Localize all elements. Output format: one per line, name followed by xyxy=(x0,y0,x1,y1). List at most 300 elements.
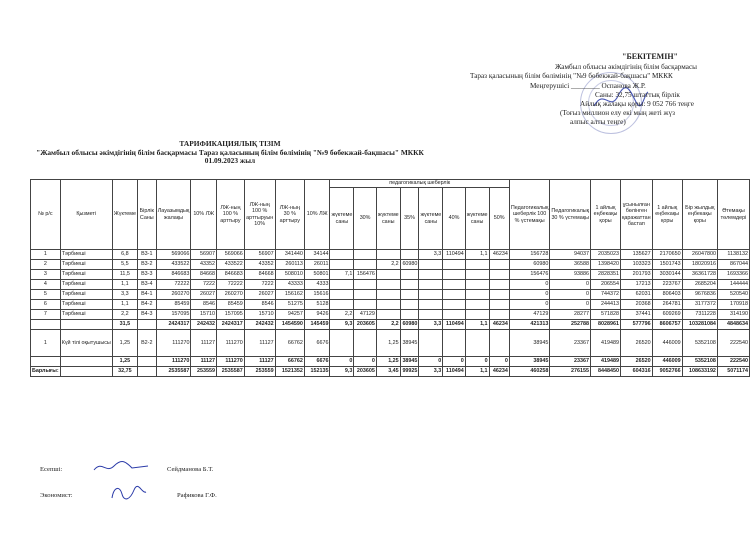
table-row xyxy=(31,300,750,310)
table-row xyxy=(31,330,750,357)
table-cell: 34144 xyxy=(304,250,330,260)
table-cell xyxy=(400,310,419,320)
table-cell: 3030144 xyxy=(652,270,682,280)
table-cell: 242432 xyxy=(191,320,217,330)
table-cell: 206554 xyxy=(591,280,621,290)
table-cell: B4-1 xyxy=(137,290,156,300)
title-line-3: 01.09.2023 жыл xyxy=(204,156,256,166)
table-cell: 569066 xyxy=(217,250,245,260)
table-cell: 6676 xyxy=(304,330,330,357)
table-cell: Барлығы: xyxy=(31,367,61,377)
table-cell: 60980 xyxy=(400,320,419,330)
document-title xyxy=(0,140,460,166)
table-cell: 2685204 xyxy=(682,280,717,290)
table-cell: 260270 xyxy=(156,290,191,300)
table-cell xyxy=(137,357,156,367)
table-cell: 94257 xyxy=(275,310,304,320)
table-cell: 1 xyxy=(31,330,61,357)
table-cell: 50801 xyxy=(304,270,330,280)
col-staff: Жүктеме xyxy=(112,180,137,250)
table-cell: 8028961 xyxy=(591,320,621,330)
table-row xyxy=(31,280,750,290)
table-cell: 604316 xyxy=(620,367,652,377)
table-cell: 0 xyxy=(354,357,377,367)
table-row xyxy=(31,320,750,330)
table-cell: 5071174 xyxy=(717,367,749,377)
table-cell xyxy=(330,290,354,300)
table-cell: 6,8 xyxy=(112,250,137,260)
table-row xyxy=(31,270,750,280)
table-cell xyxy=(419,270,443,280)
table-cell: 8546 xyxy=(244,300,275,310)
table-cell: 26027 xyxy=(191,290,217,300)
table-cell: 3,3 xyxy=(112,290,137,300)
table-cell: 1,1 xyxy=(465,250,489,260)
table-cell xyxy=(489,300,509,310)
table-cell: 31,5 xyxy=(112,320,137,330)
table-cell: Тәрбиеші xyxy=(60,300,112,310)
col-pct10: 10% ЛЖ xyxy=(191,180,217,250)
table-cell: 6676 xyxy=(304,357,330,367)
table-cell: 11127 xyxy=(244,357,275,367)
table-cell: 66762 xyxy=(275,357,304,367)
table-cell xyxy=(354,300,377,310)
table-cell xyxy=(354,250,377,260)
table-cell xyxy=(489,310,509,320)
table-cell xyxy=(376,280,400,290)
table-row xyxy=(31,260,750,270)
accountant-label: Есепші: xyxy=(40,466,63,473)
economist-label: Экономист: xyxy=(40,492,73,499)
table-cell: 26027 xyxy=(244,290,275,300)
table-cell: 5 xyxy=(31,290,61,300)
table-cell: 85459 xyxy=(156,300,191,310)
table-cell: 276155 xyxy=(550,367,591,377)
table-cell: 5352108 xyxy=(682,330,717,357)
table-cell xyxy=(400,300,419,310)
col-ped30: Педагогикалық 30 % үстемақы xyxy=(550,180,591,250)
table-cell: B3-2 xyxy=(137,260,156,270)
table-cell: Тәрбиеші xyxy=(60,250,112,260)
table-cell: 111270 xyxy=(156,330,191,357)
table-cell: 744372 xyxy=(591,290,621,300)
table-cell: 2170650 xyxy=(652,250,682,260)
table-cell xyxy=(31,357,61,367)
col-ped100: Педагогикалық шеберлік 100 % үстемақы xyxy=(509,180,550,250)
table-cell: 9,3 xyxy=(330,367,354,377)
table-cell: 37441 xyxy=(620,310,652,320)
table-cell: 46234 xyxy=(489,250,509,260)
table-cell: 46234 xyxy=(489,367,509,377)
table-cell: 7 xyxy=(31,310,61,320)
table-cell: 15710 xyxy=(244,310,275,320)
table-cell xyxy=(465,310,489,320)
table-cell: 7222 xyxy=(244,280,275,290)
table-cell: 223767 xyxy=(652,280,682,290)
table-cell: 56907 xyxy=(191,250,217,260)
table-cell xyxy=(330,330,354,357)
table-cell: 2,2 xyxy=(330,310,354,320)
table-cell: 5,5 xyxy=(112,260,137,270)
table-cell: 433522 xyxy=(156,260,191,270)
table-cell xyxy=(376,270,400,280)
table-cell: B4-3 xyxy=(137,310,156,320)
table-cell: 3,3 xyxy=(419,367,443,377)
table-cell: 23367 xyxy=(550,330,591,357)
table-cell xyxy=(354,290,377,300)
table-cell: 203605 xyxy=(354,367,377,377)
table-cell: 446009 xyxy=(652,357,682,367)
table-cell xyxy=(60,367,112,377)
table-cell: 1 xyxy=(31,250,61,260)
table-cell xyxy=(443,290,465,300)
table-cell: 0 xyxy=(550,290,591,300)
table-cell xyxy=(376,310,400,320)
table-cell xyxy=(330,260,354,270)
table-cell: 108633192 xyxy=(682,367,717,377)
col-num: № р/с xyxy=(31,180,61,250)
table-cell: 20368 xyxy=(620,300,652,310)
col-pct100b: ЛЖ-ның 100 % арттыруын 10% xyxy=(244,180,275,250)
table-cell xyxy=(330,250,354,260)
table-cell: 520540 xyxy=(717,290,749,300)
table-cell xyxy=(330,280,354,290)
table-cell: 244413 xyxy=(591,300,621,310)
table-cell: 1,25 xyxy=(112,330,137,357)
table-cell: 111270 xyxy=(217,330,245,357)
table-cell: 36361728 xyxy=(682,270,717,280)
table-cell: 569066 xyxy=(156,250,191,260)
col-pool: ұсынылған бөлінген қаражаттан бастап xyxy=(620,180,652,250)
table-cell: 0 xyxy=(550,300,591,310)
table-cell: 421313 xyxy=(509,320,550,330)
table-cell xyxy=(60,320,112,330)
table-cell: 3 xyxy=(31,270,61,280)
table-cell: 47129 xyxy=(509,310,550,320)
table-cell: 2,2 xyxy=(376,320,400,330)
table-cell: 222540 xyxy=(717,357,749,367)
approval-line-6: (Тоғыз миллион елу екі мың жеті жүз xyxy=(560,109,675,118)
table-cell: 56907 xyxy=(244,250,275,260)
table-cell: 46234 xyxy=(489,320,509,330)
table-cell xyxy=(489,270,509,280)
table-cell: 26047800 xyxy=(682,250,717,260)
table-cell: 3177372 xyxy=(682,300,717,310)
table-cell: 156476 xyxy=(509,270,550,280)
table-cell: 2,2 xyxy=(376,260,400,270)
table-cell: 4 xyxy=(31,280,61,290)
table-cell: 203605 xyxy=(354,320,377,330)
table-cell xyxy=(419,260,443,270)
table-cell: 60980 xyxy=(509,260,550,270)
table-cell: 0 xyxy=(509,290,550,300)
col-group-ped: педагогикалық шеберлік xyxy=(330,180,509,188)
table-cell: 110494 xyxy=(443,320,465,330)
approval-line-5: Айлық жалақы қоры: 9 052 766 теңге xyxy=(580,100,694,109)
table-cell: 28277 xyxy=(550,310,591,320)
tariff-table xyxy=(30,179,750,377)
table-cell: 144444 xyxy=(717,280,749,290)
col-monthly2: 1 айлық еңбекақы қоры xyxy=(652,180,682,250)
table-cell: 253559 xyxy=(191,367,217,377)
table-cell xyxy=(443,260,465,270)
table-cell xyxy=(443,300,465,310)
table-cell: 85459 xyxy=(217,300,245,310)
table-cell xyxy=(354,330,377,357)
table-cell: 11,5 xyxy=(112,270,137,280)
table-cell xyxy=(419,290,443,300)
table-cell: 8448450 xyxy=(591,367,621,377)
table-cell: 103323 xyxy=(620,260,652,270)
table-cell: 1138132 xyxy=(717,250,749,260)
col-pct10b: 10% ЛЖ xyxy=(304,180,330,250)
accountant-signature xyxy=(92,458,152,476)
table-cell: 8606757 xyxy=(652,320,682,330)
table-cell: 17213 xyxy=(620,280,652,290)
title-line-2: "Жамбыл облысы әкімдігінің білім басқармасы Тараз қаласының білім бөлімінің "№9 бөбекжай-бақшасы" МККК xyxy=(36,147,424,157)
table-cell xyxy=(465,300,489,310)
table-cell: 26520 xyxy=(620,357,652,367)
table-cell: 0 xyxy=(489,357,509,367)
approval-line-7: алпыс алты теңге) xyxy=(570,118,626,127)
table-row xyxy=(31,357,750,367)
table-cell: 157095 xyxy=(156,310,191,320)
table-cell xyxy=(31,320,61,330)
title-line-1: ТАРИФИКАЦИЯЛЫҚ ТІЗІМ xyxy=(179,139,281,148)
table-cell: Тәрбиеші xyxy=(60,270,112,280)
table-cell: 43352 xyxy=(244,260,275,270)
table-cell: 103281084 xyxy=(682,320,717,330)
table-cell: 0 xyxy=(443,357,465,367)
table-cell: 8546 xyxy=(191,300,217,310)
table-cell: 0 xyxy=(509,280,550,290)
table-cell: 99925 xyxy=(400,367,419,377)
table-cell: 460258 xyxy=(509,367,550,377)
col-load1: жүктеме саны xyxy=(330,188,354,250)
table-cell: 84668 xyxy=(191,270,217,280)
col-extra: Өтемақы төлемдері xyxy=(717,180,749,250)
table-cell: B2-2 xyxy=(137,330,156,357)
table-cell: 242432 xyxy=(244,320,275,330)
table-cell: 47129 xyxy=(354,310,377,320)
table-cell xyxy=(443,270,465,280)
approval-block xyxy=(470,52,745,128)
table-cell: 7311228 xyxy=(682,310,717,320)
table-cell: 32,75 xyxy=(112,367,137,377)
table-cell: 1,1 xyxy=(112,280,137,290)
table-cell: 0 xyxy=(419,357,443,367)
table-cell: 5128 xyxy=(304,300,330,310)
table-cell: 1501743 xyxy=(652,260,682,270)
table-cell: 260270 xyxy=(217,290,245,300)
table-cell: 571828 xyxy=(591,310,621,320)
table-cell: 846683 xyxy=(217,270,245,280)
col-p30: 30% xyxy=(354,188,377,250)
table-cell: 1,25 xyxy=(112,357,137,367)
approval-line-4: Саны: 32,75 штаттық бірлік xyxy=(595,90,680,99)
table-cell: 1,1 xyxy=(465,367,489,377)
table-cell: 222540 xyxy=(717,330,749,357)
table-cell xyxy=(400,270,419,280)
table-cell: 2535587 xyxy=(217,367,245,377)
table-cell: 6 xyxy=(31,300,61,310)
table-cell: 170918 xyxy=(717,300,749,310)
table-cell: 1521352 xyxy=(275,367,304,377)
table-cell xyxy=(465,260,489,270)
table-cell: 5352108 xyxy=(682,357,717,367)
table-cell: 253559 xyxy=(244,367,275,377)
table-cell: 51275 xyxy=(275,300,304,310)
table-cell xyxy=(419,330,443,357)
table-cell: 7,1 xyxy=(330,270,354,280)
table-cell: 314190 xyxy=(717,310,749,320)
table-cell: 18020916 xyxy=(682,260,717,270)
table-cell: 38945 xyxy=(400,330,419,357)
table-cell: 72222 xyxy=(156,280,191,290)
table-cell: 15710 xyxy=(191,310,217,320)
table-cell xyxy=(400,250,419,260)
table-cell xyxy=(137,367,156,377)
table-cell: 0 xyxy=(509,300,550,310)
table-cell: 1454590 xyxy=(275,320,304,330)
table-cell: 9052766 xyxy=(652,367,682,377)
table-cell xyxy=(489,260,509,270)
table-cell: 26011 xyxy=(304,260,330,270)
table-cell: 846683 xyxy=(156,270,191,280)
table-cell: 1693366 xyxy=(717,270,749,280)
table-cell: 152135 xyxy=(304,367,330,377)
table-cell: 264781 xyxy=(652,300,682,310)
table-cell: 3,3 xyxy=(419,320,443,330)
col-pct100a: ЛЖ-ның 100 % арттыру xyxy=(217,180,245,250)
table-cell xyxy=(465,290,489,300)
table-cell: 62031 xyxy=(620,290,652,300)
table-cell: 110494 xyxy=(443,367,465,377)
table-cell: 0 xyxy=(550,280,591,290)
col-p35: 35% xyxy=(400,188,419,250)
table-cell: 111270 xyxy=(217,357,245,367)
col-position: Қызметі xyxy=(60,180,112,250)
table-cell: 341440 xyxy=(275,250,304,260)
col-load4: жүктеме саны xyxy=(465,188,489,250)
table-cell: 252788 xyxy=(550,320,591,330)
table-cell xyxy=(443,280,465,290)
table-cell: 1,25 xyxy=(376,357,400,367)
table-cell: 36588 xyxy=(550,260,591,270)
table-cell: 84668 xyxy=(244,270,275,280)
table-cell: 145459 xyxy=(304,320,330,330)
table-cell: 3,45 xyxy=(376,367,400,377)
table-cell xyxy=(443,330,465,357)
table-cell: 4333 xyxy=(304,280,330,290)
table-cell: 135627 xyxy=(620,250,652,260)
table-row xyxy=(31,250,750,260)
table-cell: 2828351 xyxy=(591,270,621,280)
table-cell: 0 xyxy=(465,357,489,367)
table-cell: 2424317 xyxy=(217,320,245,330)
table-cell: 2 xyxy=(31,260,61,270)
table-cell xyxy=(400,280,419,290)
table-cell: 156476 xyxy=(354,270,377,280)
table-cell: 72222 xyxy=(217,280,245,290)
table-row xyxy=(31,310,750,320)
table-cell: 156728 xyxy=(509,250,550,260)
table-cell: 577796 xyxy=(620,320,652,330)
table-cell: 1398420 xyxy=(591,260,621,270)
table-cell: 38945 xyxy=(400,357,419,367)
table-cell: 7222 xyxy=(191,280,217,290)
table-cell: 60980 xyxy=(400,260,419,270)
table-cell: 0 xyxy=(330,357,354,367)
table-cell: Тәрбиеші xyxy=(60,280,112,290)
table-row xyxy=(31,367,750,377)
table-cell: Тәрбиеші xyxy=(60,290,112,300)
table-cell: 15616 xyxy=(304,290,330,300)
table-cell: 110494 xyxy=(443,250,465,260)
table-cell: 66762 xyxy=(275,330,304,357)
col-yearly: Бір жылдық еңбекақы қоры xyxy=(682,180,717,250)
table-cell: 419489 xyxy=(591,330,621,357)
col-load3: жүктеме саны xyxy=(419,188,443,250)
table-cell: 867044 xyxy=(717,260,749,270)
table-cell: 2424317 xyxy=(156,320,191,330)
table-cell xyxy=(376,290,400,300)
table-cell: 11127 xyxy=(244,330,275,357)
table-cell: B3-3 xyxy=(137,270,156,280)
table-cell: 11127 xyxy=(191,330,217,357)
accountant-name: Сейдманова Б.Т. xyxy=(167,466,214,473)
table-cell xyxy=(376,300,400,310)
table-cell xyxy=(489,330,509,357)
table-cell: 11127 xyxy=(191,357,217,367)
table-cell: 1,25 xyxy=(376,330,400,357)
table-cell: 3,3 xyxy=(419,250,443,260)
table-cell: 806403 xyxy=(652,290,682,300)
table-cell xyxy=(137,320,156,330)
table-cell xyxy=(400,290,419,300)
table-cell: 9,3 xyxy=(330,320,354,330)
table-cell xyxy=(354,280,377,290)
table-cell: B3-1 xyxy=(137,250,156,260)
table-cell: 2,2 xyxy=(112,310,137,320)
approval-line-2: Тараз қаласының білім бөлімінің "№9 бөбекжай-бақшасы" МККК xyxy=(470,72,673,81)
table-cell: 2535587 xyxy=(156,367,191,377)
approval-heading: "БЕКІТЕМІН" xyxy=(622,52,678,61)
table-cell: 260113 xyxy=(275,260,304,270)
table-cell: 201793 xyxy=(620,270,652,280)
table-cell: Күй тілі оқытушысы xyxy=(60,330,112,357)
col-load2: жүктеме саны xyxy=(376,188,400,250)
economist-name: Рафикова Г.Ф. xyxy=(177,492,217,499)
table-cell xyxy=(419,280,443,290)
col-monthly1: 1 айлық еңбекақы қоры xyxy=(591,180,621,250)
col-p50: 50% xyxy=(489,188,509,250)
table-cell xyxy=(465,270,489,280)
table-cell xyxy=(330,300,354,310)
table-body xyxy=(31,250,750,377)
table-cell: B3-4 xyxy=(137,280,156,290)
table-cell: 419489 xyxy=(591,357,621,367)
table-cell: 508010 xyxy=(275,270,304,280)
table-cell: 38945 xyxy=(509,357,550,367)
table-cell: 433522 xyxy=(217,260,245,270)
table-cell xyxy=(443,310,465,320)
col-grade: Бірлік Саны xyxy=(137,180,156,250)
table-cell: 446009 xyxy=(652,330,682,357)
table-cell: Тәрбиеші xyxy=(60,310,112,320)
table-cell xyxy=(376,250,400,260)
table-cell: 93886 xyxy=(550,270,591,280)
